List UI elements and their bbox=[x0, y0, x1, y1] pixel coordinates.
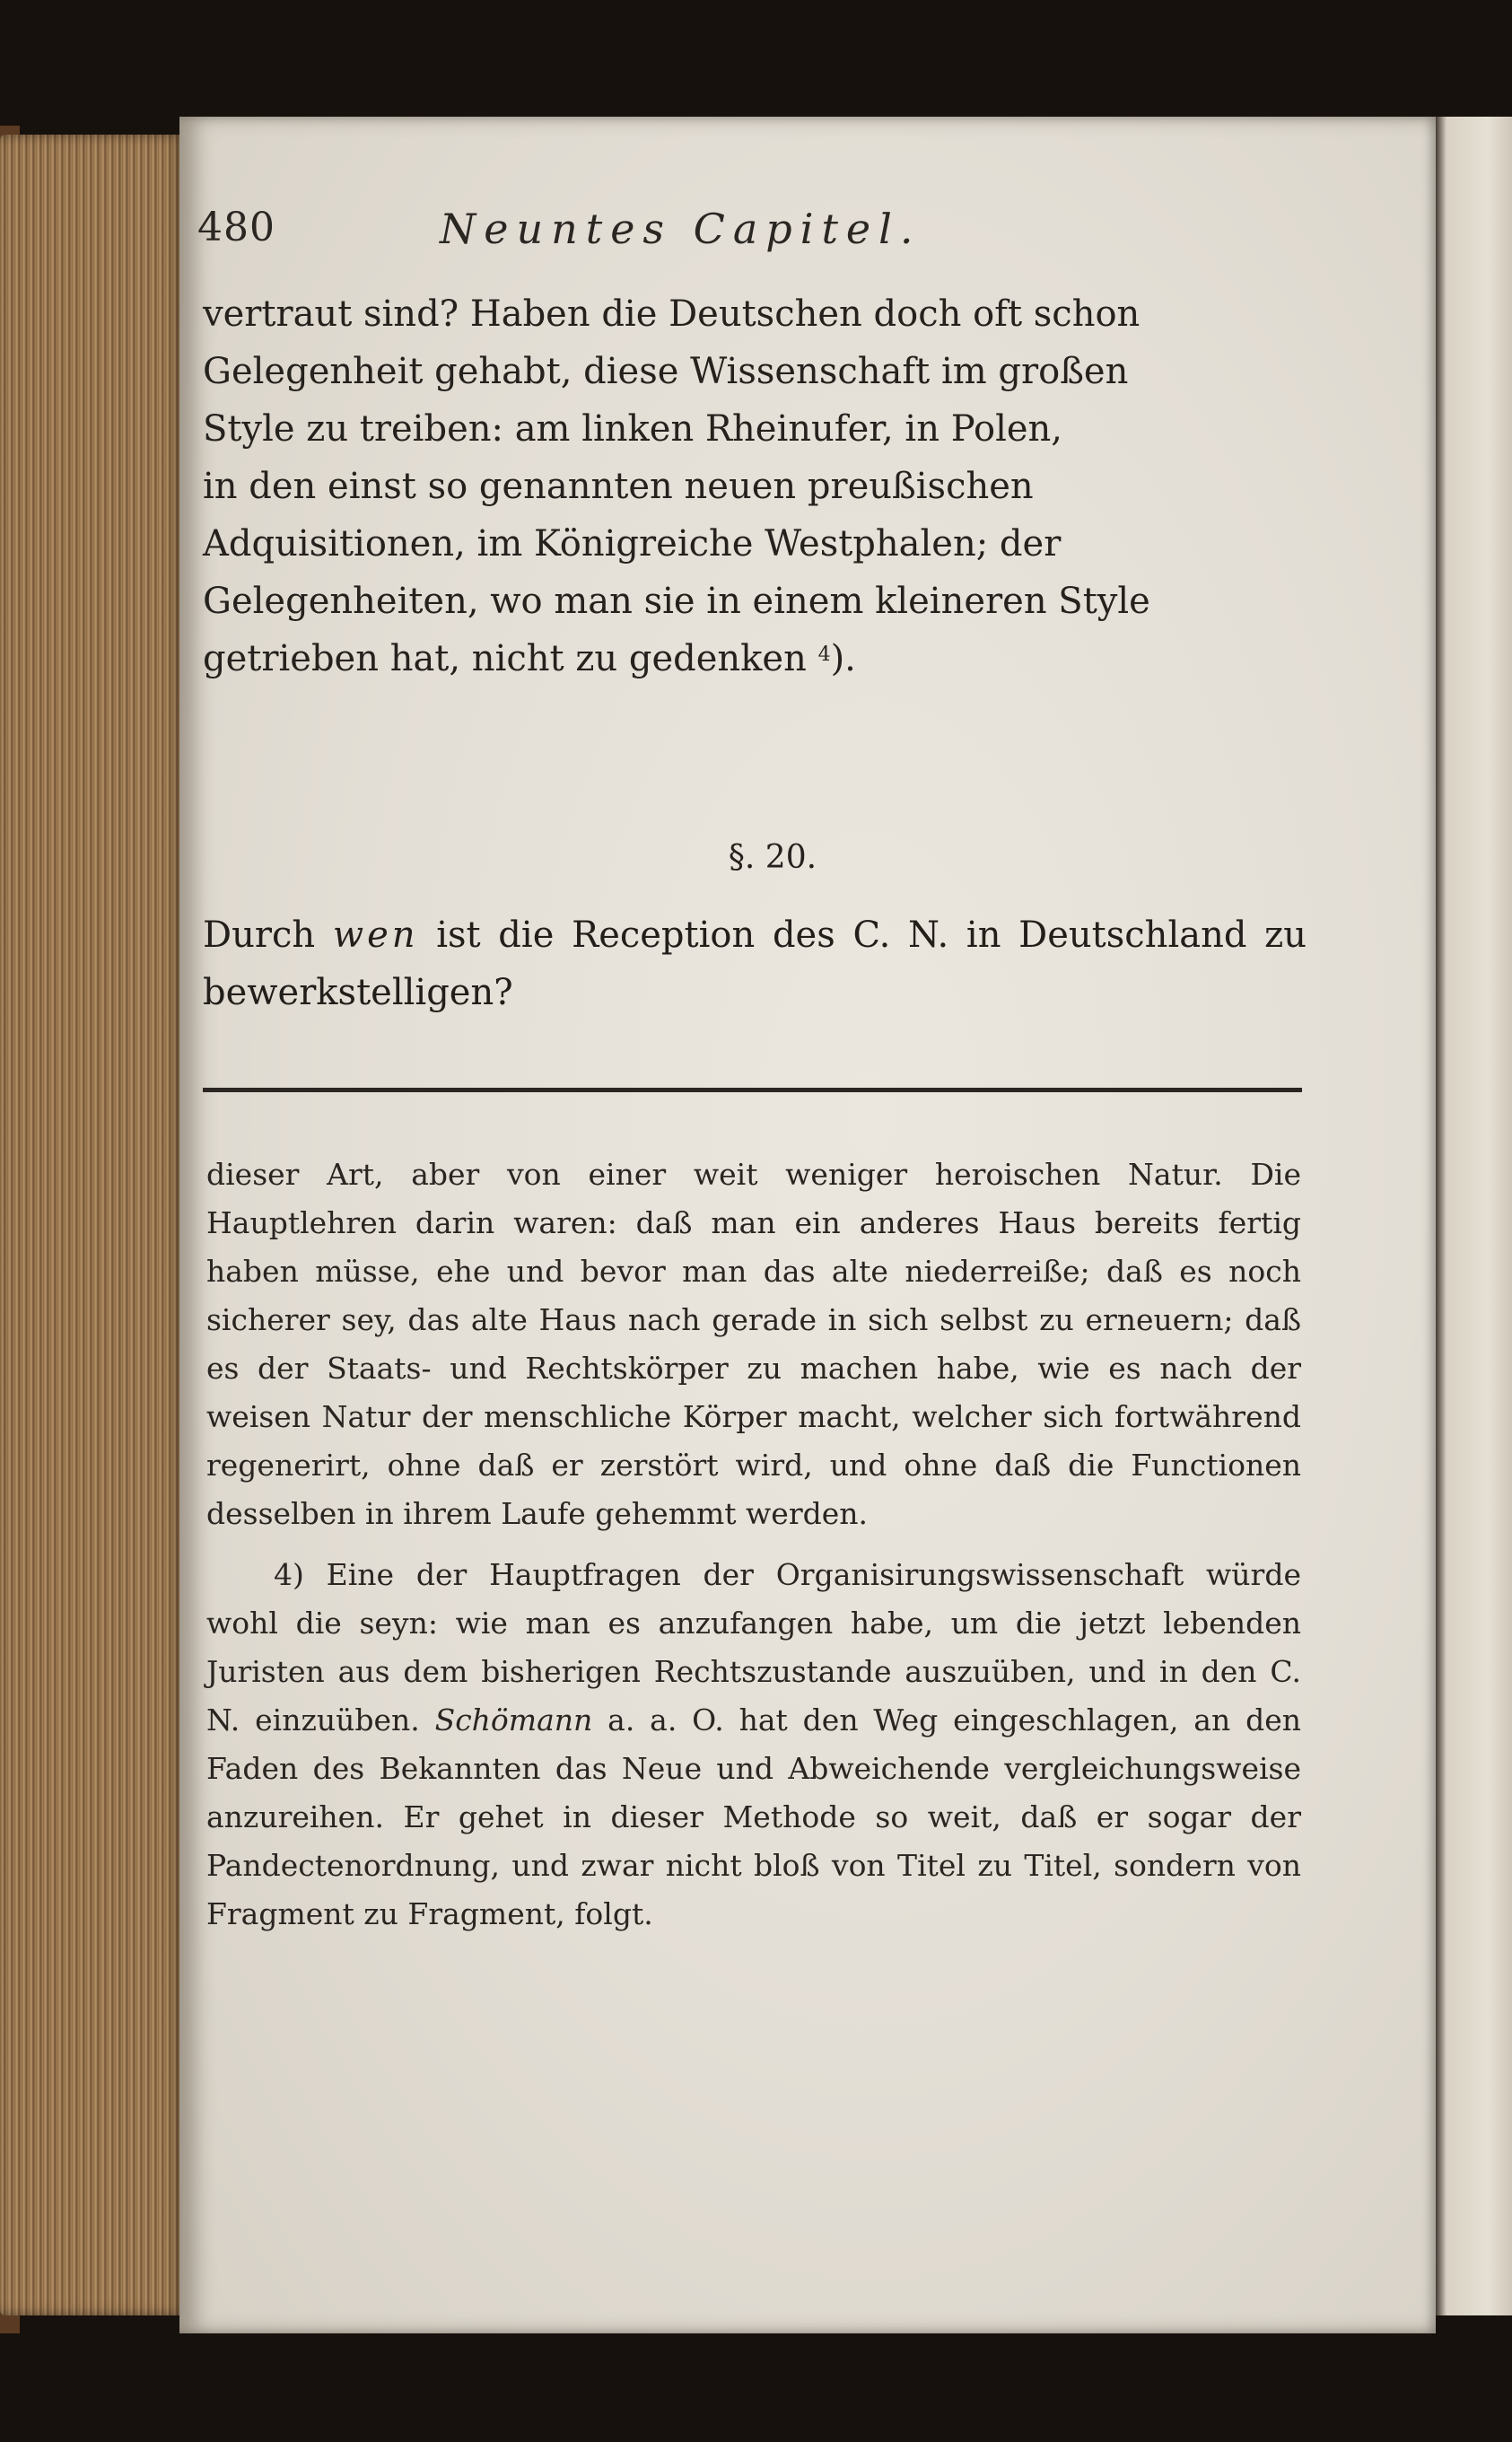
section-number: §. 20. bbox=[728, 839, 817, 876]
section-heading-emphasis: wen bbox=[332, 915, 419, 956]
text-line: vertraut sind? Haben die Deutschen doch oft schon bbox=[203, 293, 1141, 335]
footnote-divider bbox=[203, 1088, 1302, 1092]
text-line: Gelegenheiten, wo man sie in einem kleineren Style bbox=[203, 581, 1150, 622]
footnote-continuation: dieser Art, aber von einer weit weniger heroischen Natur. Die Hauptlehren darin waren: daß man ein anderes Haus bereits fertig haben müsse, ehe und bevor man das alte niederreiße; daß es noch sicherer sey, das alte Haus nach gerade in sich selbst zu erneuern; daß es der Staats- und Rechtskörper zu machen habe, wie es nach der weisen Natur der menschliche Körper macht, welcher sich fortwährend regenerirt, ohne daß er zerstört wird, und ohne daß die Functionen desselben in ihrem Laufe gehemmt werden. bbox=[206, 1157, 1301, 1531]
section-heading bbox=[203, 906, 1307, 1021]
footnote-reference-close: ). bbox=[830, 638, 856, 679]
running-title: Neuntes Capitel. bbox=[440, 205, 922, 253]
page-number: 480 bbox=[197, 205, 275, 250]
section-heading-lead: Durch bbox=[203, 915, 316, 956]
footnotes bbox=[206, 1151, 1301, 1939]
text-line: Adquisitionen, im Königreiche Westphalen; der bbox=[203, 523, 1062, 565]
main-text bbox=[203, 285, 1307, 876]
footnote-4-lead: 4) Eine der Hauptfragen der Organisirungswissenschaft würde wohl die seyn: wie man es anzufangen habe, um die jetzt lebenden Juristen aus dem bisherigen Rechtszustande auszuüben, und in den C. N. einzuüben. bbox=[206, 1557, 1301, 1737]
footnote-4-rest: a. a. O. hat den Weg eingeschlagen, an den Faden des Bekannten das Neue und Abweichende vergleichungsweise anzureihen. Er gehet in dieser Methode so weit, daß er sogar der Pandectenordnung, und zwar nicht bloß von Titel zu Titel, sondern von Fragment zu Fragment, folgt. bbox=[206, 1702, 1301, 1931]
section-heading-rest: ist die Reception des C. N. in Deutschland zu bewerkstelligen? bbox=[203, 915, 1307, 1013]
text-line: in den einst so genannten neuen preußischen bbox=[203, 466, 1034, 507]
footnote-4 bbox=[206, 1551, 1301, 1939]
adjacent-page-edge bbox=[1434, 117, 1512, 2315]
text-line-last bbox=[203, 630, 1307, 687]
page-edges bbox=[0, 135, 184, 2315]
text-line: Style zu treiben: am linken Rheinufer, in Polen, bbox=[203, 408, 1063, 450]
footnote-reference: 4 bbox=[817, 643, 831, 666]
page-header bbox=[197, 205, 1319, 267]
cited-author: Schömann bbox=[434, 1702, 593, 1737]
text-line: getrieben hat, nicht zu gedenken bbox=[203, 638, 807, 679]
text-line: Gelegenheit gehabt, diese Wissenschaft im großen bbox=[203, 351, 1129, 392]
